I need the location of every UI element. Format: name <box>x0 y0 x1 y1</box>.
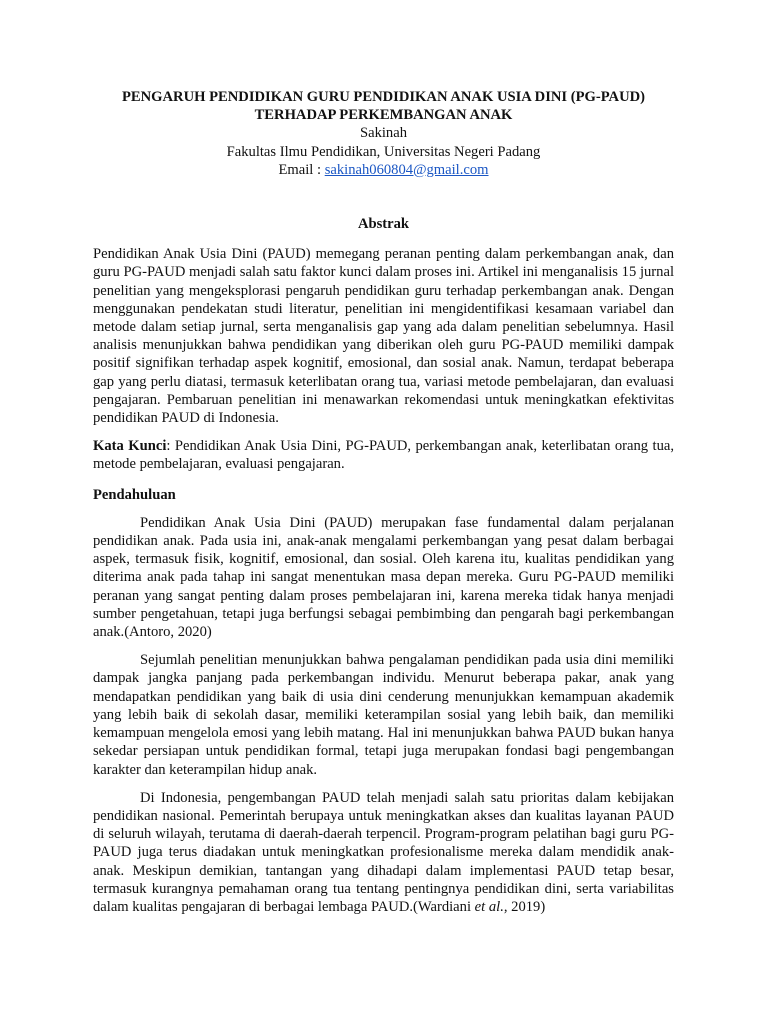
keywords-paragraph <box>93 437 674 473</box>
paper-title-line-1: PENGARUH PENDIDIKAN GURU PENDIDIKAN ANAK USIA DINI (PG-PAUD) <box>121 89 646 105</box>
paper-title-line-2: TERHADAP PERKEMBANGAN ANAK <box>254 107 513 124</box>
paragraph-3-text: Di Indonesia, pengembangan PAUD telah menjadi salah satu prioritas dalam kebijakan pendidikan nasional. Pemerintah berupaya untuk meningkatkan akses dan kualitas layanan PAUD di seluruh wilayah, terutama di daerah-daerah terpencil. Program-program pelatihan bagi guru PG-PAUD juga terus diadakan untuk meningkatkan profesionalisme mereka dalam mendidik anak-anak. Meskipun demikian, tantangan yang dihadapi dalam implementasi PAUD tetap besar, termasuk kurangnya pemahaman orang tua tentang pentingnya pendidikan dini, serta variabilitas dalam kualitas pengajaran di berbagai lembaga PAUD.(Wardiani <box>93 789 674 915</box>
introduction-paragraph-1: Pendidikan Anak Usia Dini (PAUD) merupakan fase fundamental dalam perjalanan pendidikan anak. Pada usia ini, anak-anak mengalami perkembangan yang pesat dalam berbagai aspek, termasuk fisik, kognitif, emosional, dan sosial. Oleh karena itu, kualitas pendidikan yang diterima anak pada tahap ini sangat menentukan masa depan mereka. Guru PG-PAUD memiliki peranan yang sangat penting dalam proses pembelajaran ini, karena mereka tidak hanya menjadi sumber pengetahuan, tetapi juga berfungsi sebagai pembimbing dan pengarah bagi perkembangan anak.(Antoro, 2020) <box>93 514 674 641</box>
email-label: Email : <box>278 161 325 178</box>
introduction-heading: Pendahuluan <box>93 486 176 503</box>
email-link[interactable]: sakinah060804@gmail.com <box>324 161 489 178</box>
author-email-line <box>93 161 674 179</box>
introduction-paragraph-2: Sejumlah penelitian menunjukkan bahwa pengalaman pendidikan pada usia dini memiliki dampak jangka panjang pada perkembangan individu. Menurut beberapa pakar, anak yang mendapatkan pendidikan yang baik di usia dini cenderung menunjukkan kemampuan akademik yang lebih baik di sekolah dasar, memiliki keterampilan sosial yang lebih baik, dan memiliki kemampuan mengelola emosi yang lebih matang. Hal ini menunjukkan bahwa PAUD bukan hanya sekedar persiapan untuk pendidikan formal, tetapi juga merupakan fondasi bagi pengembangan karakter dan keterampilan hidup anak. <box>93 652 674 778</box>
keywords-label: Kata Kunci <box>93 438 167 455</box>
paper-header <box>93 88 674 179</box>
abstract-body: Pendidikan Anak Usia Dini (PAUD) memegang peranan penting dalam perkembangan anak, dan guru PG-PAUD menjadi salah satu faktor kunci dalam proses ini. Artikel ini menganalisis 15 jurnal penelitian yang mengeksplorasi pengaruh pendidikan guru terhadap perkembangan anak. Dengan menggunakan pendekatan studi literatur, penelitian ini mengidentifikasi kesamaan variabel dan metode dalam setiap jurnal, serta menganalisis gap yang ada dalam penelitian sebelumnya. Hasil analisis menunjukkan bahwa pendidikan yang diberikan oleh guru PG-PAUD memiliki dampak positif signifikan terhadap aspek kognitif, emosional, dan sosial anak. Namun, terdapat beberapa gap yang perlu diatasi, termasuk keterlibatan orang tua, variasi metode pembelajaran, dan evaluasi pengajaran. Pembaruan penelitian ini menawarkan rekomendasi untuk meningkatkan efektivitas pendidikan PAUD di Indonesia. <box>93 246 674 427</box>
author-name: Sakinah <box>359 125 408 142</box>
citation-et-al: et al. <box>474 898 504 915</box>
citation-year: , 2019) <box>503 898 546 915</box>
author-affiliation: Fakultas Ilmu Pendidikan, Universitas Negeri Padang <box>226 143 541 160</box>
abstract-heading: Abstrak <box>357 216 410 233</box>
keywords-text: : Pendidikan Anak Usia Dini, PG-PAUD, perkembangan anak, keterlibatan orang tua, metode pembelajaran, evaluasi pengajaran. <box>93 438 674 473</box>
document-page <box>93 88 674 926</box>
introduction-paragraph-3 <box>93 789 674 916</box>
